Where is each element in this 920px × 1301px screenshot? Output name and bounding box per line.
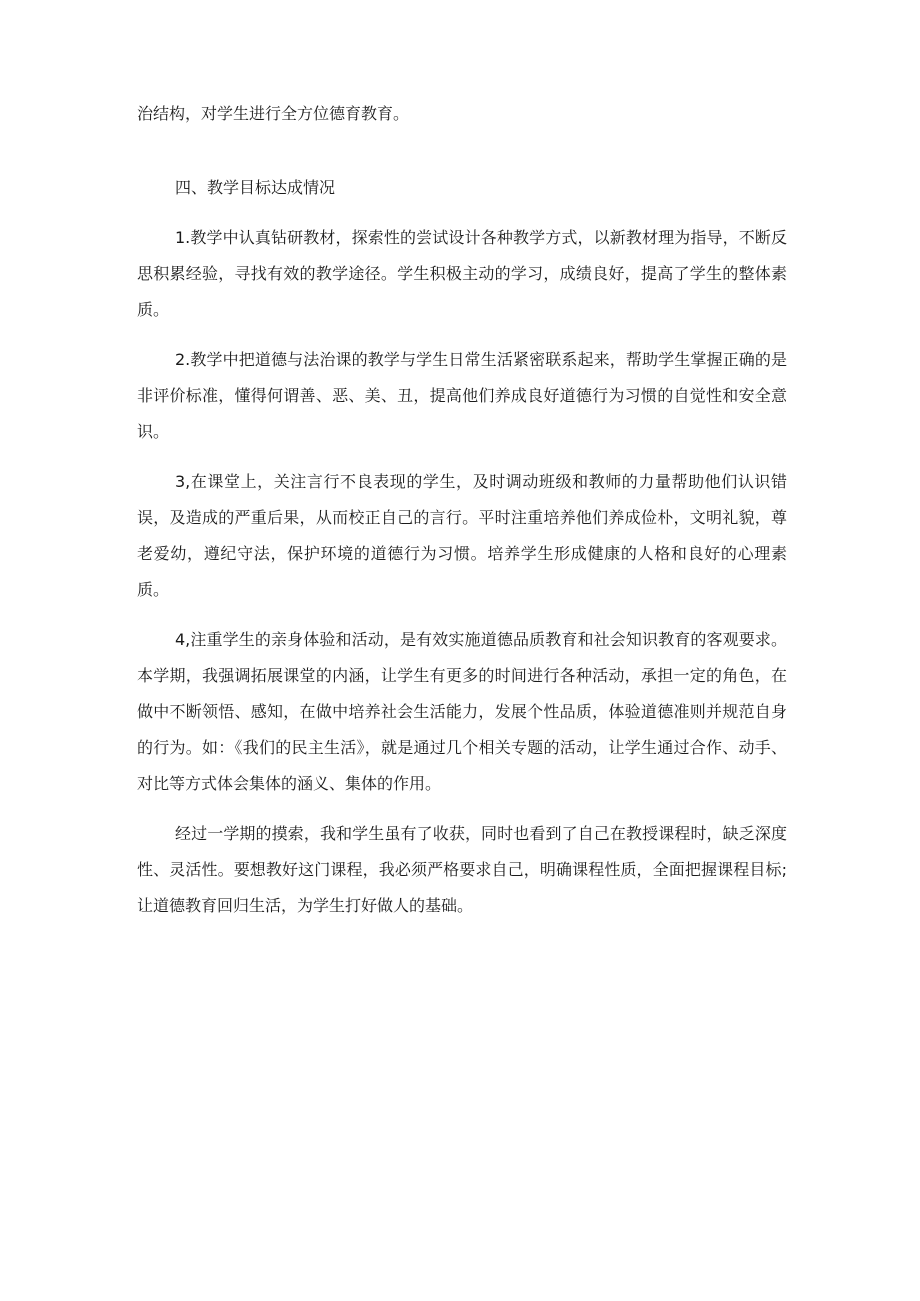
paragraph-item-4: 4,注重学生的亲身体验和活动，是有效实施道德品质教育和社会知识教育的客观要求。本学期，我强调拓展课堂的内涵，让学生有更多的时间进行各种活动，承担一定的角色，在做中不断领悟、感知，在做中培养社会生活能力，发展个性品质，体验道德准则并规范自身的行为。如：《我们的民主生活》，就是通过几个相关专题的活动，让学生通过合作、动手、对比等方式体会集体的涵义、集体的作用。 [137,630,787,793]
paragraph-item-2: 2.教学中把道德与法治课的教学与学生日常生活紧密联系起来，帮助学生掌握正确的是非评价标准，懂得何谓善、恶、美、丑，提高他们养成良好道德行为习惯的自觉性和安全意识。 [137,350,787,441]
paragraph-item-1: 1.教学中认真钻研教材，探索性的尝试设计各种教学方式，以新教材理为指导，不断反思积累经验，寻找有效的教学途径。学生积极主动的学习，成绩良好，提高了学生的整体素质。 [137,228,787,319]
paragraph-conclusion: 经过一学期的摸索，我和学生虽有了收获，同时也看到了自己在教授课程时，缺乏深度性、灵活性。要想教好这门课程，我必须严格要求自己，明确课程性质，全面把握课程目标;让道德教育回归生活，为学生打好做人的基础。 [137,824,787,915]
section-heading: 四、教学目标达成情况 [175,178,336,197]
paragraph-item-3: 3,在课堂上，关注言行不良表现的学生，及时调动班级和教师的力量帮助他们认识错误，及造成的严重后果，从而校正自己的言行。平时注重培养他们养成俭朴，文明礼貌，尊老爱幼，遵纪守法，保护环境的道德行为习惯。培养学生形成健康的人格和良好的心理素质。 [137,472,787,599]
document-body [137,96,787,938]
paragraph-continuation: 治结构，对学生进行全方位德育教育。 [137,104,410,123]
